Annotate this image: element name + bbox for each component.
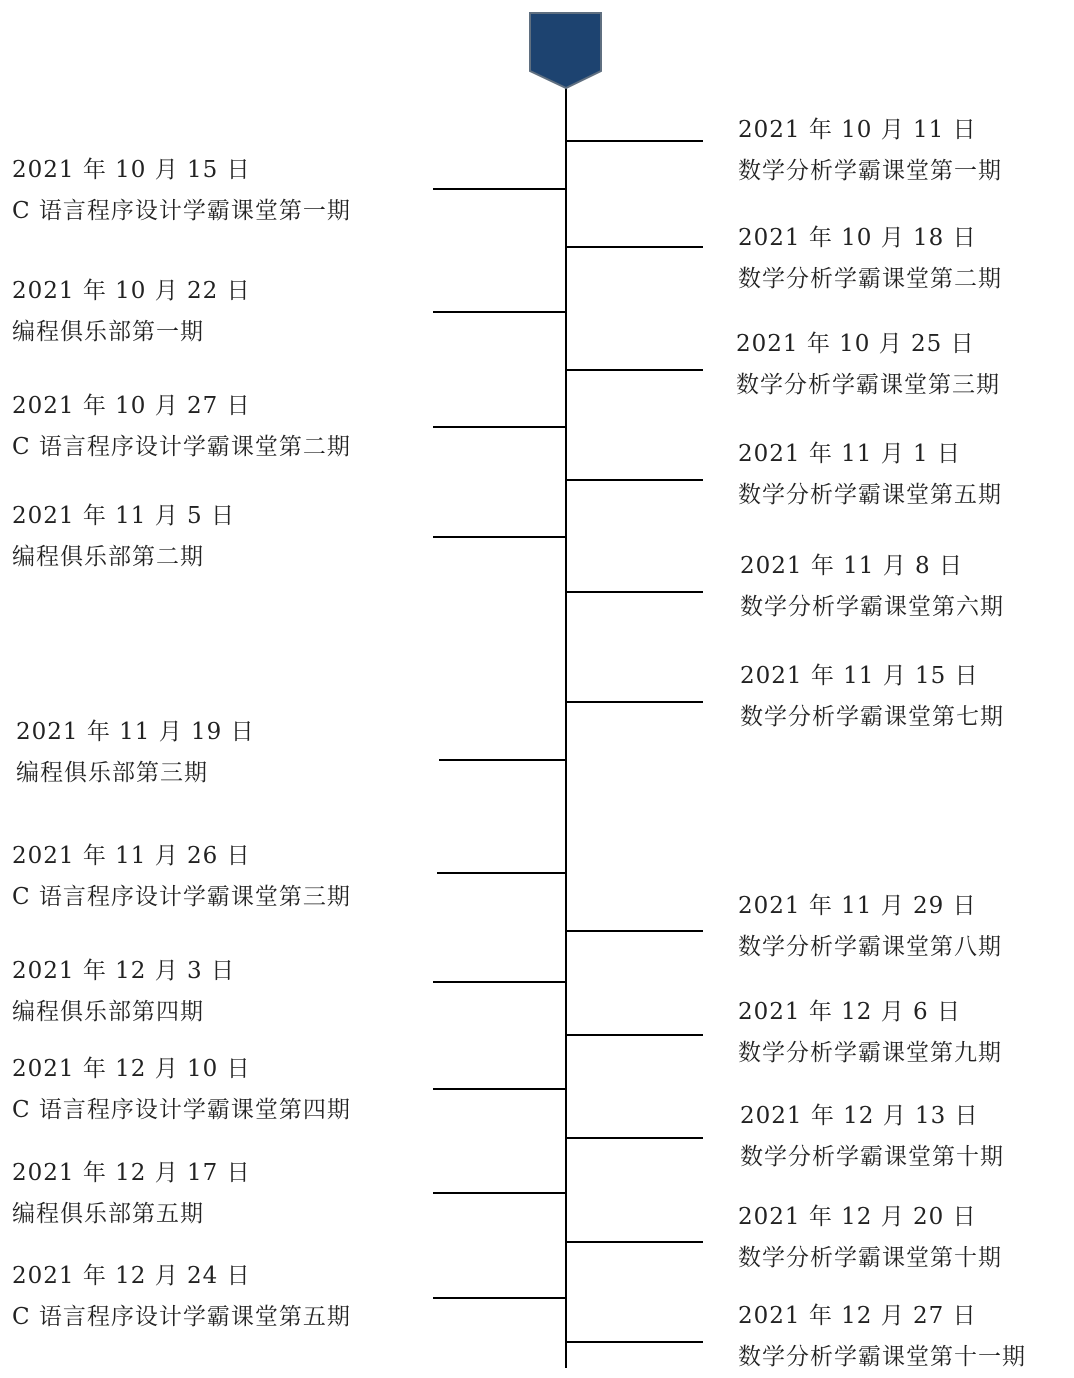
event-date: 2021 年 10 月 18 日: [738, 225, 977, 251]
left-event-4: [12, 496, 235, 578]
event-title: 数学分析学霸课堂第二期: [738, 266, 1002, 292]
event-title: 数学分析学霸课堂第十期: [738, 1245, 1002, 1271]
left-event-8: [12, 1049, 351, 1131]
left-event-7: [12, 951, 235, 1033]
right-event-4: [738, 434, 1002, 516]
event-title: C 语言程序设计学霸课堂第三期: [12, 884, 351, 910]
event-date: 2021 年 11 月 1 日: [738, 441, 961, 467]
event-date: 2021 年 12 月 24 日: [12, 1263, 251, 1289]
right-event-1: [738, 110, 1002, 192]
event-title: 数学分析学霸课堂第十期: [740, 1144, 1004, 1170]
event-title: 数学分析学霸课堂第十一期: [738, 1344, 1026, 1370]
right-event-2: [738, 218, 1002, 300]
right-event-3: [736, 324, 1000, 406]
event-date: 2021 年 11 月 15 日: [740, 663, 979, 689]
event-date: 2021 年 12 月 17 日: [12, 1160, 251, 1186]
left-event-1: [12, 150, 351, 232]
event-date: 2021 年 12 月 6 日: [738, 999, 961, 1025]
right-event-10: [738, 1197, 1002, 1279]
right-event-9: [740, 1096, 1004, 1178]
event-date: 2021 年 12 月 3 日: [12, 958, 235, 984]
event-title: 数学分析学霸课堂第一期: [738, 158, 1002, 184]
start-marker-icon: [530, 13, 601, 88]
event-date: 2021 年 12 月 27 日: [738, 1303, 977, 1329]
event-date: 2021 年 10 月 11 日: [738, 117, 977, 143]
left-event-2: [12, 271, 251, 353]
event-date: 2021 年 12 月 13 日: [740, 1103, 979, 1129]
event-title: 编程俱乐部第二期: [12, 544, 204, 570]
event-title: 编程俱乐部第三期: [16, 760, 208, 786]
event-title: 数学分析学霸课堂第五期: [738, 482, 1002, 508]
event-title: C 语言程序设计学霸课堂第一期: [12, 198, 351, 224]
left-event-10: [12, 1256, 351, 1338]
event-title: 数学分析学霸课堂第八期: [738, 934, 1002, 960]
left-event-6: [12, 836, 351, 918]
right-event-11: [738, 1296, 1026, 1378]
event-date: 2021 年 11 月 26 日: [12, 843, 251, 869]
right-event-8: [738, 992, 1002, 1074]
event-date: 2021 年 12 月 10 日: [12, 1056, 251, 1082]
event-date: 2021 年 10 月 15 日: [12, 157, 251, 183]
event-title: 数学分析学霸课堂第七期: [740, 704, 1004, 730]
event-title: 编程俱乐部第五期: [12, 1201, 204, 1227]
event-title: 数学分析学霸课堂第三期: [736, 372, 1000, 398]
left-event-5: [16, 712, 255, 794]
event-title: 编程俱乐部第四期: [12, 999, 204, 1025]
right-event-6: [740, 656, 1004, 738]
event-date: 2021 年 12 月 20 日: [738, 1204, 977, 1230]
event-title: C 语言程序设计学霸课堂第二期: [12, 434, 351, 460]
event-title: 数学分析学霸课堂第九期: [738, 1040, 1002, 1066]
event-title: C 语言程序设计学霸课堂第五期: [12, 1304, 351, 1330]
event-title: 数学分析学霸课堂第六期: [740, 594, 1004, 620]
left-event-3: [12, 386, 351, 468]
event-date: 2021 年 10 月 27 日: [12, 393, 251, 419]
event-date: 2021 年 11 月 19 日: [16, 719, 255, 745]
left-event-9: [12, 1153, 251, 1235]
right-event-7: [738, 886, 1002, 968]
event-title: C 语言程序设计学霸课堂第四期: [12, 1097, 351, 1123]
event-date: 2021 年 11 月 5 日: [12, 503, 235, 529]
event-date: 2021 年 10 月 22 日: [12, 278, 251, 304]
event-title: 编程俱乐部第一期: [12, 319, 204, 345]
event-date: 2021 年 11 月 8 日: [740, 553, 963, 579]
event-date: 2021 年 10 月 25 日: [736, 331, 975, 357]
event-date: 2021 年 11 月 29 日: [738, 893, 977, 919]
right-event-5: [740, 546, 1004, 628]
